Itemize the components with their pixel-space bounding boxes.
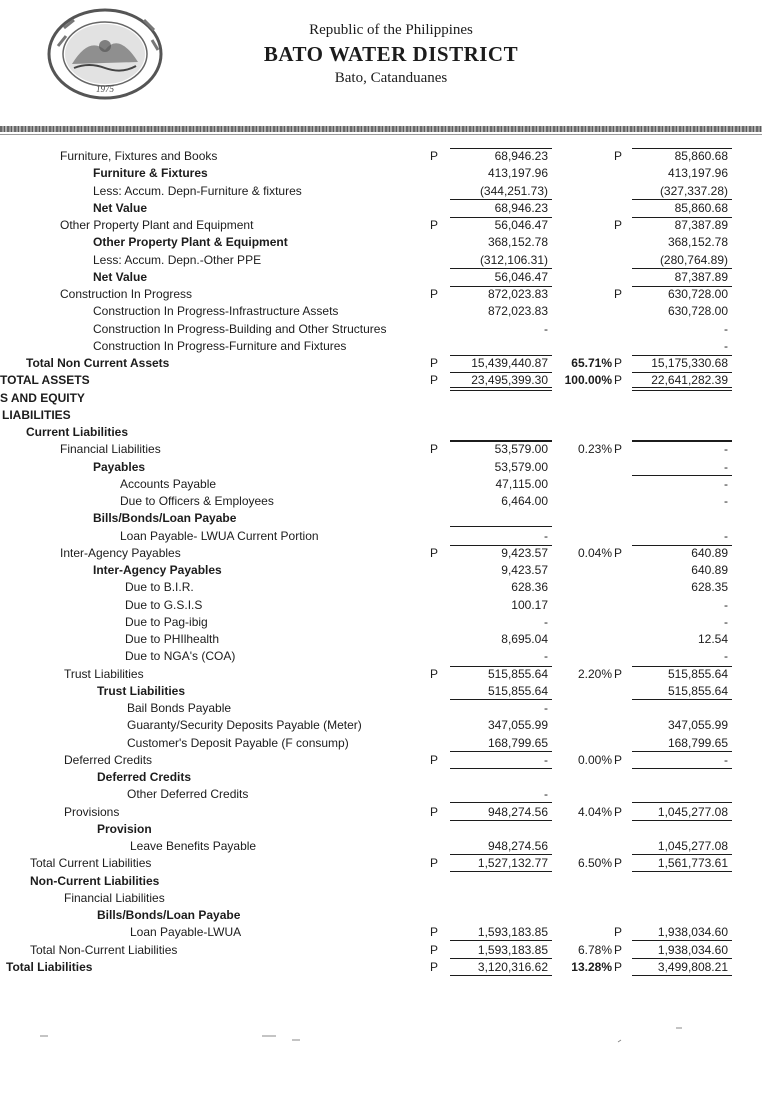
statement-row — [0, 510, 762, 527]
current-year-amount: 15,439,440.87 — [471, 356, 548, 370]
line-item-label: Other Property Plant and Equipment — [60, 218, 254, 232]
statement-row — [0, 579, 762, 596]
line-item-label: Payables — [93, 459, 146, 474]
amount-rule — [632, 148, 732, 149]
statement-row — [0, 303, 762, 320]
republic-line: Republic of the Philippines — [309, 22, 473, 38]
statement-row — [0, 907, 762, 924]
line-item-label: Trust Liabilities — [97, 683, 186, 698]
current-year-amount: 1,593,183.85 — [477, 925, 548, 940]
prior-year-amount: - — [724, 321, 728, 336]
currency-symbol: P — [613, 666, 622, 681]
current-year-amount: 1,527,132.77 — [477, 856, 548, 871]
line-item-label: Inter-Agency Payables — [93, 563, 222, 577]
line-item-label: Leave Benefits Payable — [130, 839, 257, 853]
statement-row — [0, 683, 762, 700]
prior-year-amount: 413,197.96 — [667, 166, 728, 181]
percent-of-total: 13.28% — [571, 959, 612, 974]
currency-symbol: P — [613, 545, 622, 560]
document-header — [0, 0, 762, 120]
statement-row — [0, 200, 762, 217]
percent-of-total: 2.20% — [577, 666, 612, 681]
current-year-amount: 515,855.64 — [487, 666, 548, 681]
amount-rule — [450, 217, 552, 218]
statement-row — [0, 390, 762, 407]
prior-year-amount: 1,938,034.60 — [657, 942, 728, 957]
line-item-label: Due to G.S.I.S — [125, 597, 203, 612]
percent-of-total: 6.50% — [577, 856, 612, 871]
current-year-amount: (312,106.31) — [479, 252, 548, 267]
amount-rule — [450, 372, 552, 373]
current-year-amount: 872,023.83 — [487, 304, 548, 319]
amount-rule — [632, 441, 732, 442]
prior-year-amount: 22,641,282.39 — [651, 373, 728, 388]
current-year-amount: (344,251.73) — [479, 183, 548, 198]
prior-year-amount: 85,860.68 — [674, 149, 728, 163]
statement-row — [0, 855, 762, 872]
line-item-label: Deferred Credits — [97, 770, 192, 784]
statement-row — [0, 838, 762, 855]
line-item-label: Loan Payable-LWUA — [130, 925, 242, 940]
prior-year-amount: (327,337.28) — [659, 183, 728, 198]
statement-row — [0, 614, 762, 631]
prior-year-amount: 1,045,277.08 — [657, 839, 728, 853]
statement-row — [0, 165, 762, 182]
line-item-label: Construction In Progress — [60, 287, 193, 301]
statement-row — [0, 338, 762, 355]
currency-symbol: P — [429, 373, 438, 388]
statement-row — [0, 942, 762, 959]
line-item-label: Provisions — [64, 804, 120, 819]
prior-year-amount: 12.54 — [697, 632, 728, 646]
line-item-label: Construction In Progress-Building and Other Structures — [93, 321, 387, 336]
line-item-label: Construction In Progress-Furniture and Fixtures — [93, 338, 347, 353]
line-item-label: Less: Accum. Depn-Furniture & fixtures — [93, 183, 302, 198]
line-item-label: Trust Liabilities — [64, 666, 144, 681]
prior-year-amount: 1,938,034.60 — [657, 925, 728, 940]
amount-rule — [632, 666, 732, 667]
prior-year-amount: 3,499,808.21 — [657, 959, 728, 974]
prior-year-amount: - — [724, 459, 728, 474]
current-year-amount: - — [544, 752, 548, 767]
currency-symbol: P — [429, 545, 438, 560]
statement-row — [0, 407, 762, 424]
current-year-amount: 56,046.47 — [494, 218, 548, 232]
current-year-amount: 23,495,399.30 — [471, 373, 548, 388]
line-item-label: Due to Pag-ibig — [125, 614, 208, 629]
amount-rule — [450, 666, 552, 667]
line-item-label: Customer's Deposit Payable (F consump) — [127, 735, 349, 750]
line-item-label: Accounts Payable — [120, 476, 217, 491]
current-year-amount: 9,423.57 — [501, 563, 548, 577]
current-year-amount: 53,579.00 — [494, 459, 548, 474]
svg-text:1975: 1975 — [96, 84, 114, 94]
statement-row — [0, 804, 762, 821]
prior-year-amount: 87,387.89 — [674, 218, 728, 232]
prior-year-amount: 347,055.99 — [667, 718, 728, 733]
line-item-label: Other Deferred Credits — [127, 787, 249, 802]
current-year-amount: 413,197.96 — [487, 166, 548, 181]
currency-symbol: P — [429, 925, 438, 940]
current-year-amount: 56,046.47 — [494, 269, 548, 284]
current-year-amount: 3,120,316.62 — [477, 959, 548, 974]
currency-symbol: P — [429, 666, 438, 681]
prior-year-amount: 1,045,277.08 — [657, 804, 728, 819]
line-item-label: Current Liabilities — [26, 425, 129, 439]
prior-year-amount: 1,561,773.61 — [657, 856, 728, 871]
statement-row — [0, 769, 762, 786]
header-divider — [0, 126, 762, 132]
currency-symbol: P — [613, 942, 622, 957]
current-year-amount: - — [544, 614, 548, 629]
currency-symbol: P — [613, 925, 622, 940]
currency-symbol: P — [429, 942, 438, 957]
amount-rule — [632, 372, 732, 373]
statement-row — [0, 217, 762, 234]
amount-rule — [632, 217, 732, 218]
amount-rule — [450, 441, 552, 442]
amount-rule — [450, 545, 552, 546]
line-item-label: Due to NGA's (COA) — [125, 649, 236, 664]
line-item-label: Bills/Bonds/Loan Payabe — [97, 908, 241, 922]
current-year-amount: 368,152.78 — [487, 235, 548, 250]
percent-of-total: 65.71% — [571, 356, 612, 370]
line-item-label: Total Current Liabilities — [30, 856, 152, 871]
amount-rule — [450, 975, 552, 976]
current-year-amount: 1,593,183.85 — [477, 942, 548, 957]
current-year-amount: 168,799.65 — [487, 735, 548, 750]
statement-row — [0, 666, 762, 683]
line-item-label: Deferred Credits — [64, 752, 153, 767]
percent-of-total: 100.00% — [564, 373, 612, 388]
current-year-amount: - — [544, 528, 548, 543]
statement-row — [0, 372, 762, 389]
statement-row — [0, 648, 762, 665]
amount-rule — [632, 355, 732, 356]
prior-year-amount: - — [724, 442, 728, 457]
line-item-label: Less: Accum. Depn.-Other PPE — [93, 252, 262, 267]
prior-year-amount: - — [724, 476, 728, 491]
statement-row — [0, 321, 762, 338]
statement-row — [0, 441, 762, 458]
amount-rule — [450, 355, 552, 356]
prior-year-amount: 515,855.64 — [667, 666, 728, 681]
currency-symbol: P — [613, 218, 622, 232]
statement-row — [0, 717, 762, 734]
line-item-label: LIABILITIES — [2, 407, 71, 422]
line-item-label: Other Property Plant & Equipment — [93, 235, 288, 250]
currency-symbol: P — [429, 442, 438, 457]
statement-row — [0, 545, 762, 562]
statement-row — [0, 528, 762, 545]
amount-rule — [632, 286, 732, 287]
current-year-amount: 948,274.56 — [487, 804, 548, 819]
currency-symbol: P — [429, 856, 438, 871]
current-year-amount: 515,855.64 — [487, 683, 548, 698]
statement-row — [0, 286, 762, 303]
line-item-label: Due to PHIlhealth — [125, 632, 220, 646]
line-item-label: Construction In Progress-Infrastructure Assets — [93, 304, 339, 319]
currency-symbol: P — [613, 856, 622, 871]
prior-year-amount: - — [724, 752, 728, 767]
line-item-label: Total Liabilities — [6, 959, 93, 974]
line-item-label: Financial Liabilities — [64, 890, 165, 905]
percent-of-total: 0.00% — [577, 752, 612, 767]
currency-symbol: P — [613, 287, 622, 301]
statement-row — [0, 493, 762, 510]
current-year-amount: - — [544, 321, 548, 336]
current-year-amount: 8,695.04 — [501, 632, 548, 646]
line-item-label: Financial Liabilities — [60, 442, 161, 457]
statement-row — [0, 148, 762, 165]
amount-rule — [450, 148, 552, 149]
prior-year-amount: - — [724, 649, 728, 664]
statement-row — [0, 597, 762, 614]
current-year-amount: 872,023.83 — [487, 287, 548, 301]
prior-year-amount: 515,855.64 — [667, 683, 728, 698]
currency-symbol: P — [613, 752, 622, 767]
prior-year-amount: - — [724, 338, 728, 353]
statement-row — [0, 735, 762, 752]
percent-of-total: 0.04% — [577, 545, 612, 560]
prior-year-amount: 630,728.00 — [667, 304, 728, 319]
prior-year-amount: - — [724, 597, 728, 612]
statement-row — [0, 821, 762, 838]
currency-symbol: P — [613, 149, 622, 163]
line-item-label: Net Value — [93, 200, 148, 215]
line-item-label: Total Non-Current Liabilities — [30, 942, 178, 957]
line-item-label: Non-Current Liabilities — [30, 873, 160, 888]
currency-symbol: P — [613, 804, 622, 819]
current-year-amount: 628.36 — [511, 580, 548, 595]
line-item-label: S AND EQUITY — [0, 390, 85, 405]
line-item-label: Bills/Bonds/Loan Payabe — [93, 511, 237, 526]
statement-row — [0, 183, 762, 200]
line-item-label: Due to B.I.R. — [125, 580, 194, 595]
currency-symbol: P — [613, 959, 622, 974]
currency-symbol: P — [429, 287, 438, 301]
line-item-label: Net Value — [93, 269, 148, 284]
current-year-amount: 347,055.99 — [487, 718, 548, 733]
line-item-label: Furniture & Fixtures — [93, 166, 208, 181]
line-item-label: Loan Payable- LWUA Current Portion — [120, 528, 319, 543]
currency-symbol: P — [429, 218, 438, 232]
prior-year-amount: 168,799.65 — [667, 735, 728, 750]
percent-of-total: 4.04% — [577, 804, 612, 819]
statement-row — [0, 424, 762, 441]
prior-year-amount: 630,728.00 — [667, 287, 728, 301]
prior-year-amount: 628.35 — [691, 580, 728, 595]
currency-symbol: P — [429, 959, 438, 974]
statement-row — [0, 269, 762, 286]
statement-row — [0, 476, 762, 493]
statement-row — [0, 752, 762, 769]
statement-row — [0, 252, 762, 269]
current-year-amount: - — [544, 787, 548, 802]
statement-row — [0, 873, 762, 890]
prior-year-amount: 640.89 — [691, 563, 728, 577]
statement-row — [0, 890, 762, 907]
prior-year-amount: 368,152.78 — [667, 235, 728, 250]
current-year-amount: 68,946.23 — [494, 149, 548, 163]
current-year-amount: 6,464.00 — [501, 494, 548, 508]
current-year-amount: 53,579.00 — [494, 442, 548, 457]
currency-symbol: P — [429, 149, 438, 163]
statement-row — [0, 959, 762, 976]
amount-rule — [632, 545, 732, 546]
prior-year-amount: - — [724, 614, 728, 629]
currency-symbol: P — [429, 356, 438, 370]
line-item-label: Inter-Agency Payables — [60, 545, 181, 560]
prior-year-amount: 640.89 — [691, 545, 728, 560]
currency-symbol: P — [429, 752, 438, 767]
line-item-label: Provision — [97, 821, 152, 836]
statement-row — [0, 234, 762, 251]
current-year-amount: 47,115.00 — [495, 476, 548, 491]
current-year-amount: 100.17 — [511, 597, 548, 612]
amount-rule — [450, 286, 552, 287]
organization-location: Bato, Catanduanes — [334, 70, 448, 86]
prior-year-amount: 15,175,330.68 — [651, 356, 728, 370]
amount-rule — [632, 975, 732, 976]
prior-year-amount: - — [724, 494, 728, 508]
prior-year-amount: 85,860.68 — [674, 200, 728, 215]
prior-year-amount: 87,387.89 — [674, 269, 728, 284]
line-item-label: TOTAL ASSETS — [0, 373, 90, 388]
line-item-label: Guaranty/Security Deposits Payable (Meter) — [127, 718, 362, 733]
currency-symbol: P — [613, 356, 622, 370]
percent-of-total: 0.23% — [577, 442, 612, 457]
statement-row — [0, 924, 762, 941]
line-item-label: Due to Officers & Employees — [120, 494, 274, 508]
line-item-label: Furniture, Fixtures and Books — [60, 149, 218, 163]
organization-name: BATO WATER DISTRICT — [263, 42, 519, 66]
prior-year-amount: - — [724, 528, 728, 543]
line-item-label: Bail Bonds Payable — [127, 701, 232, 715]
statement-row — [0, 459, 762, 476]
statement-row — [0, 700, 762, 717]
current-year-amount: 948,274.56 — [487, 839, 548, 853]
header-divider-thin — [0, 134, 762, 135]
scan-marks — [0, 1000, 762, 1100]
current-year-amount: - — [544, 649, 548, 664]
currency-symbol: P — [613, 373, 622, 388]
currency-symbol: P — [429, 804, 438, 819]
current-year-amount: 68,946.23 — [494, 200, 548, 215]
statement-row — [0, 631, 762, 648]
prior-year-amount: (280,764.89) — [659, 252, 728, 267]
currency-symbol: P — [613, 442, 622, 457]
current-year-amount: 9,423.57 — [501, 545, 548, 560]
current-year-amount: - — [544, 701, 548, 715]
statement-row — [0, 786, 762, 803]
statement-row — [0, 562, 762, 579]
statement-row — [0, 355, 762, 372]
percent-of-total: 6.78% — [577, 942, 612, 957]
line-item-label: Total Non Current Assets — [26, 356, 170, 370]
